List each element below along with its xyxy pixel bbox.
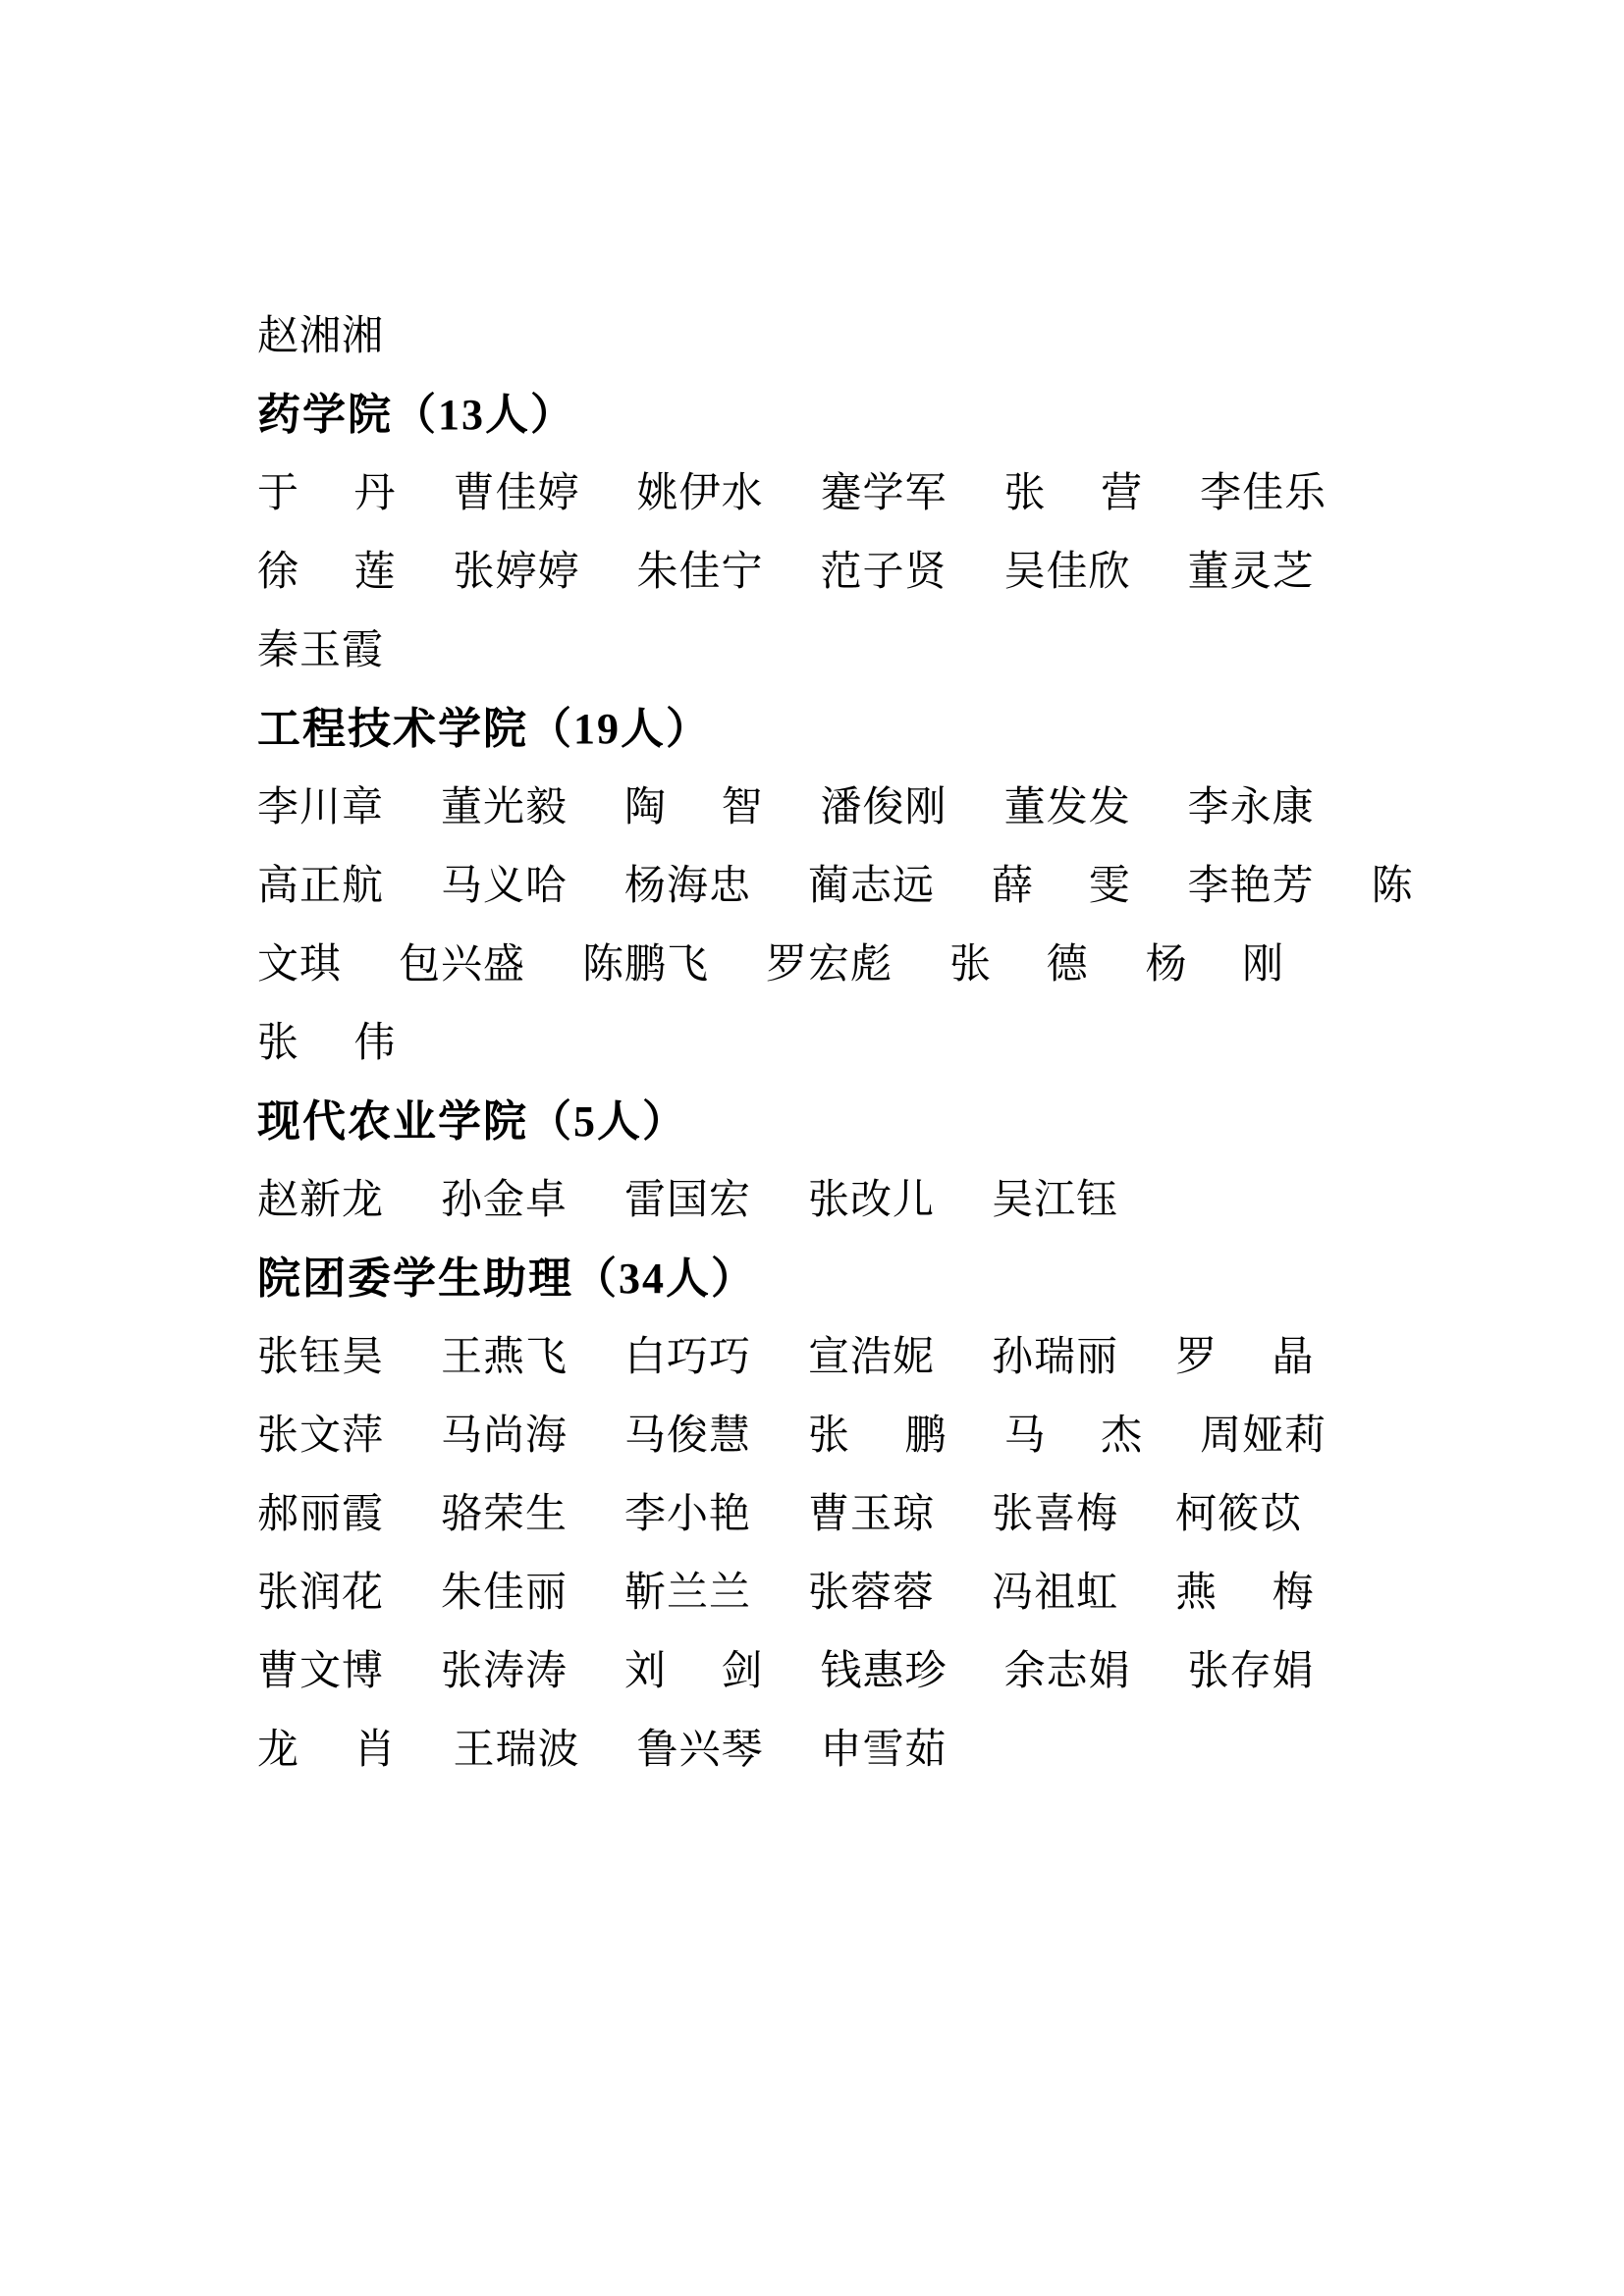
person-name: 王燕飞 xyxy=(441,1335,568,1380)
person-name: 刘 剑 xyxy=(624,1649,764,1694)
person-name: 曹玉琼 xyxy=(808,1492,936,1537)
person-name: 孙瑞丽 xyxy=(992,1335,1119,1380)
section-heading-text: 药学院（13人） xyxy=(257,391,575,439)
name-row xyxy=(257,1632,1428,1711)
person-name: 宣浩妮 xyxy=(808,1335,936,1380)
person-name: 郝丽霞 xyxy=(257,1492,385,1537)
person-name: 张蓉蓉 xyxy=(808,1571,936,1616)
person-name: 张喜梅 xyxy=(992,1492,1119,1537)
name-row xyxy=(257,533,1428,612)
section-heading xyxy=(257,1083,1428,1161)
person-name: 薛 雯 xyxy=(992,864,1131,909)
name-row xyxy=(257,612,1428,690)
person-name: 吴江钰 xyxy=(992,1178,1119,1223)
person-name: 罗 晶 xyxy=(1175,1335,1315,1380)
person-name: 徐 莲 xyxy=(257,550,397,595)
person-name: 李小艳 xyxy=(624,1492,752,1537)
person-name: 张 伟 xyxy=(257,1021,397,1066)
name-row xyxy=(257,769,1428,847)
person-name: 董光毅 xyxy=(441,785,568,830)
person-name: 马 杰 xyxy=(1003,1414,1144,1459)
person-name: 秦玉霞 xyxy=(257,628,385,673)
person-name: 蹇学军 xyxy=(820,471,947,516)
person-name: 李川章 xyxy=(257,785,385,830)
person-name: 靳兰兰 xyxy=(624,1571,752,1616)
person-name: 陈 xyxy=(1371,864,1414,909)
person-name: 曹佳婷 xyxy=(453,471,580,516)
person-name: 马俊慧 xyxy=(624,1414,752,1459)
name-row xyxy=(257,926,1428,1004)
person-name: 范子贤 xyxy=(820,550,947,595)
person-name: 张钰昊 xyxy=(257,1335,385,1380)
section-heading-text: 现代农业学院（5人） xyxy=(257,1097,687,1146)
person-name: 李永康 xyxy=(1187,785,1315,830)
person-name: 张 德 xyxy=(949,942,1089,988)
person-name: 张文萍 xyxy=(257,1414,385,1459)
person-name: 李佳乐 xyxy=(1200,471,1327,516)
person-name: 龙 肖 xyxy=(257,1728,397,1773)
person-name: 马尚海 xyxy=(441,1414,568,1459)
person-name: 朱佳宁 xyxy=(636,550,764,595)
person-name: 张 营 xyxy=(1003,471,1144,516)
person-name: 马义哈 xyxy=(441,864,568,909)
person-name: 鲁兴琴 xyxy=(636,1728,764,1773)
person-name: 董发发 xyxy=(1003,785,1131,830)
person-name: 张存娟 xyxy=(1187,1649,1315,1694)
person-name: 于 丹 xyxy=(257,471,397,516)
person-name: 张改儿 xyxy=(808,1178,936,1223)
person-name: 包兴盛 xyxy=(399,942,526,988)
name-row xyxy=(257,1318,1428,1397)
person-name: 张润花 xyxy=(257,1571,385,1616)
person-name: 曹文博 xyxy=(257,1649,385,1694)
person-name: 赵新龙 xyxy=(257,1178,385,1223)
person-name: 姚伊水 xyxy=(636,471,764,516)
person-name: 余志娟 xyxy=(1003,1649,1131,1694)
name-row xyxy=(257,297,1428,376)
section-heading-text: 院团委学生助理（34人） xyxy=(257,1255,756,1303)
person-name: 潘俊刚 xyxy=(820,785,947,830)
person-name: 李艳芳 xyxy=(1187,864,1315,909)
person-name: 白巧巧 xyxy=(624,1335,752,1380)
person-name: 申雪茹 xyxy=(820,1728,947,1773)
name-row xyxy=(257,454,1428,533)
person-name: 杨海忠 xyxy=(624,864,752,909)
name-row xyxy=(257,1475,1428,1554)
name-row xyxy=(257,847,1428,926)
person-name: 王瑞波 xyxy=(453,1728,580,1773)
section-heading xyxy=(257,690,1428,769)
person-name: 孙金卓 xyxy=(441,1178,568,1223)
name-row xyxy=(257,1397,1428,1475)
name-row xyxy=(257,1161,1428,1240)
person-name: 吴佳欣 xyxy=(1003,550,1131,595)
name-row xyxy=(257,1004,1428,1083)
name-row xyxy=(257,1711,1428,1789)
name-row xyxy=(257,1554,1428,1632)
person-name: 赵湘湘 xyxy=(257,314,385,359)
person-name: 张婷婷 xyxy=(453,550,580,595)
person-name: 陶 智 xyxy=(624,785,764,830)
person-name: 钱惠珍 xyxy=(820,1649,947,1694)
person-name: 骆荣生 xyxy=(441,1492,568,1537)
person-name: 文琪 xyxy=(257,942,343,988)
section-heading xyxy=(257,1240,1428,1318)
person-name: 高正航 xyxy=(257,864,385,909)
person-name: 雷国宏 xyxy=(624,1178,752,1223)
person-name: 燕 梅 xyxy=(1175,1571,1315,1616)
person-name: 杨 刚 xyxy=(1145,942,1285,988)
person-name: 冯祖虹 xyxy=(992,1571,1119,1616)
person-name: 陈鹏飞 xyxy=(582,942,710,988)
person-name: 周娅莉 xyxy=(1200,1414,1327,1459)
section-heading xyxy=(257,376,1428,454)
section-heading-text: 工程技术学院（19人） xyxy=(257,705,711,753)
person-name: 张 鹏 xyxy=(808,1414,947,1459)
person-name: 朱佳丽 xyxy=(441,1571,568,1616)
person-name: 蔺志远 xyxy=(808,864,936,909)
person-name: 罗宏彪 xyxy=(766,942,893,988)
person-name: 柯筱苡 xyxy=(1175,1492,1303,1537)
person-name: 董灵芝 xyxy=(1187,550,1315,595)
person-name: 张涛涛 xyxy=(441,1649,568,1694)
